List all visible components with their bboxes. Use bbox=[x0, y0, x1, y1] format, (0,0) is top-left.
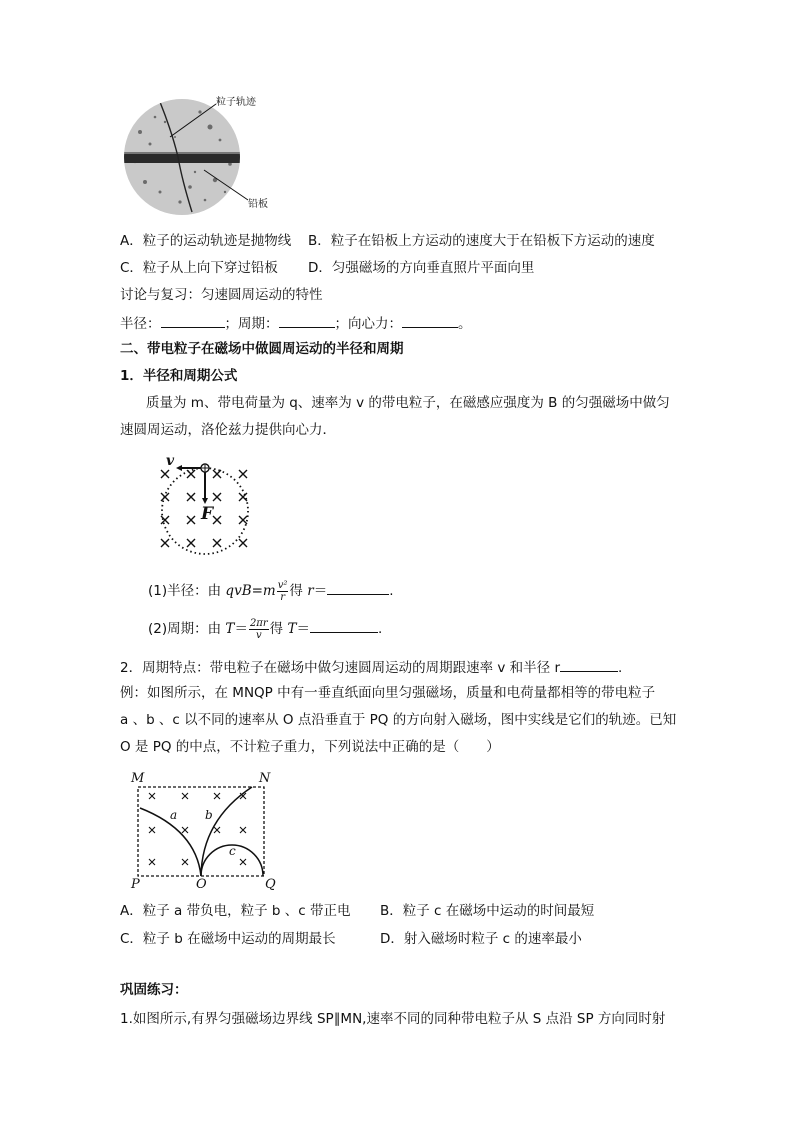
example-line-c: O 是 PQ 的中点，不计粒子重力，下列说法中正确的是（ ） bbox=[120, 739, 500, 755]
practice-q1: 1.如图所示,有界匀强磁场边界线 SP∥MN,速率不同的同种带电粒子从 S 点沿 SP 方向同时射 bbox=[120, 1011, 666, 1027]
mnqp-field-figure bbox=[130, 770, 280, 892]
q2-option-b: B．粒子 c 在磁场中运动的时间最短 bbox=[380, 903, 595, 919]
track-label-c: c bbox=[229, 844, 236, 858]
track-label-a: a bbox=[170, 808, 178, 822]
label-N: N bbox=[259, 771, 271, 786]
q2-option-a: A．粒子 a 带负电，粒子 b 、c 带正电 bbox=[120, 903, 351, 919]
period-feature-blank[interactable] bbox=[560, 657, 618, 672]
q2-option-d: D．射入磁场时粒子 c 的速率最小 bbox=[380, 931, 582, 947]
section2-para-a: 质量为 m、带电荷量为 q、速率为 v 的带电粒子，在磁感应强度为 B 的匀强磁场中做匀 bbox=[146, 395, 670, 411]
velocity-label: v bbox=[166, 453, 175, 469]
q1-option-c: C．粒子从上向下穿过铅板 bbox=[120, 260, 278, 276]
radius-blank[interactable] bbox=[161, 313, 225, 328]
force-label: F bbox=[201, 504, 214, 524]
label-Q: Q bbox=[265, 877, 276, 892]
q1-option-b: B．粒子在铅板上方运动的速度大于在铅板下方运动的速度 bbox=[308, 233, 655, 249]
photo-label-plate: 铅板 bbox=[248, 199, 268, 210]
radius-label: 半径： bbox=[120, 316, 161, 332]
fraction-v2-r: $\frac{\text{v²}}{r}$ bbox=[277, 579, 288, 603]
period-label: ；周期： bbox=[224, 316, 279, 332]
photo-label-track: 粒子轨迹 bbox=[216, 97, 256, 108]
discussion-end: 。 bbox=[458, 316, 472, 332]
label-O: O bbox=[196, 877, 207, 892]
q2-option-c: C．粒子 b 在磁场中运动的周期最长 bbox=[120, 931, 336, 947]
example-line-b: a 、b 、c 以不同的速率从 O 点沿垂直于 PQ 的方向射入磁场，图中实线是它们的轨迹。已知 bbox=[120, 712, 677, 728]
track-label-b: b bbox=[205, 808, 213, 822]
q1-option-d: D．匀强磁场的方向垂直照片平面向里 bbox=[308, 260, 535, 276]
q1-option-a: A．粒子的运动轨迹是抛物线 bbox=[120, 233, 292, 249]
period-formula-blank[interactable] bbox=[310, 618, 378, 633]
fraction-2pir-v: $\frac{2\pi r}{v}$ bbox=[249, 617, 268, 641]
formula-radius: (1)半径：由 qvB=m $\frac{\text{v²}}{r}$ 得 r＝ . bbox=[148, 579, 394, 603]
label-M: M bbox=[131, 771, 145, 786]
discussion-title: 讨论与复习：匀速圆周运动的特性 bbox=[120, 287, 323, 303]
practice-heading: 巩固练习： bbox=[120, 982, 188, 998]
radius-formula-blank[interactable] bbox=[327, 580, 389, 595]
section2-para-b: 速圆周运动，洛伦兹力提供向心力． bbox=[120, 422, 336, 438]
period-blank[interactable] bbox=[279, 313, 335, 328]
section2-heading: 二、带电粒子在磁场中做圆周运动的半径和周期 bbox=[120, 341, 404, 357]
example-line-a: 例：如图所示，在 MNQP 中有一垂直纸面向里匀强磁场，质量和电荷量都相等的带电粒子 bbox=[120, 685, 656, 701]
label-P: P bbox=[131, 877, 140, 892]
formula-period: (2)周期：由 T＝ $\frac{2\pi r}{v}$ 得 T＝ . bbox=[148, 617, 383, 641]
force-blank[interactable] bbox=[402, 313, 458, 328]
discussion-blanks bbox=[120, 313, 472, 333]
force-label: ；向心力： bbox=[334, 316, 402, 332]
period-feature: 2．周期特点：带电粒子在磁场中做匀速圆周运动的周期跟速率 v 和半径 r . bbox=[120, 657, 622, 677]
section2-sub1: 1．半径和周期公式 bbox=[120, 368, 238, 384]
